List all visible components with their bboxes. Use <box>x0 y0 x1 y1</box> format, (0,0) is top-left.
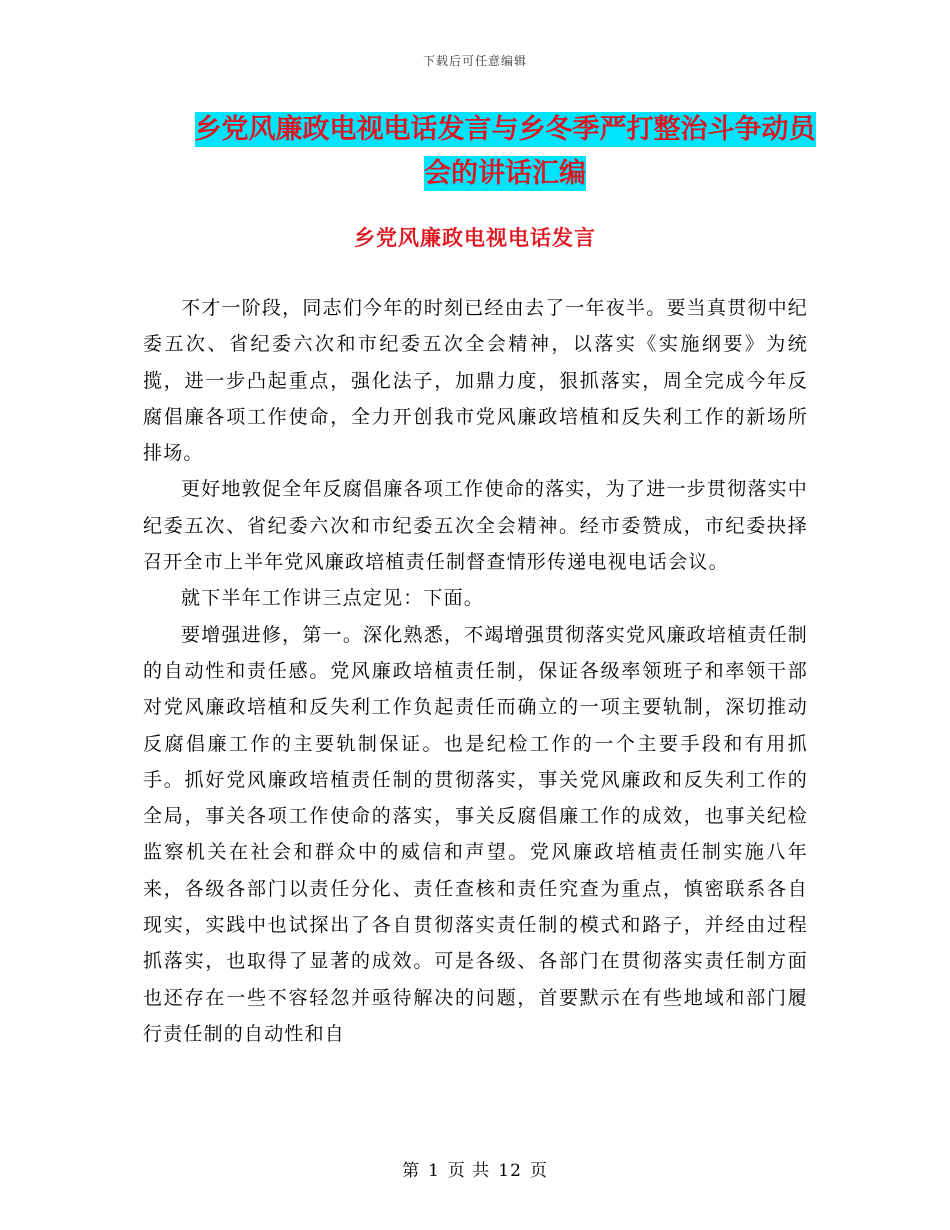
page-prefix: 第 <box>402 1161 421 1181</box>
body-paragraph: 就下半年工作讲三点定见：下面。 <box>181 587 485 610</box>
document-body <box>143 290 808 1052</box>
document-title-text: 乡党风廉政电视电话发言与乡冬季严打整治斗争动员会的讲话汇编 <box>194 114 816 189</box>
body-paragraph: 要增强进修，第一。深化熟悉，不竭增强贯彻落实党风廉政培植责任制的自动性和责任感。党风廉政培植责任制，保证各级率领班子和率领干部对党风廉政培植和反失利工作负起责任而确立的一项主要轨制，深切推动反腐倡廉工作的主要轨制保证。也是纪检工作的一个主要手段和有用抓手。抓好党风廉政培植责任制的贯彻落实，事关党风廉政和反失利工作的全局，事关各项工作使命的落实，事关反腐倡廉工作的成效，也事关纪检监察机关在社会和群众中的威信和声望。党风廉政培植责任制实施八年来，各级各部门以责任分化、责任查核和责任究查为重点，慎密联系各自现实，实践中也试探出了各自贯彻落实责任制的模式和路子，并经由过程抓落实，也取得了显著的成效。可是各级、各部门在贯彻落实责任制方面也还存在一些不容轻忽并亟待解决的问题，首要默示在有些地域和部门履行责任制的自动性和自 <box>143 623 808 1045</box>
document-title <box>185 108 825 196</box>
section-title: 乡党风廉政电视电话发言 <box>354 225 596 250</box>
page-mid: 页 共 <box>447 1161 491 1181</box>
page-total: 12 <box>498 1161 522 1181</box>
page-suffix: 页 <box>529 1161 548 1181</box>
body-paragraph: 更好地敦促全年反腐倡廉各项工作使命的落实，为了进一步贯彻落实中纪委五次、省纪委六次和市纪委五次全会精神。经市委赞成，市纪委抉择召开全市上半年党风廉政培植责任制督查情形传递电视电话会议。 <box>143 478 808 574</box>
body-paragraph: 不才一阶段，同志们今年的时刻已经由去了一年夜半。要当真贯彻中纪委五次、省纪委六次和市纪委五次全会精神，以落实《实施纲要》为统揽，进一步凸起重点，强化法子，加鼎力度，狠抓落实，周全完成今年反腐倡廉各项工作使命，全力开创我市党风廉政培植和反失利工作的新场所排场。 <box>143 297 808 465</box>
page-number: 1 <box>428 1161 440 1181</box>
header-note: 下载后可任意编辑 <box>422 54 527 68</box>
page-footer <box>0 1156 950 1181</box>
